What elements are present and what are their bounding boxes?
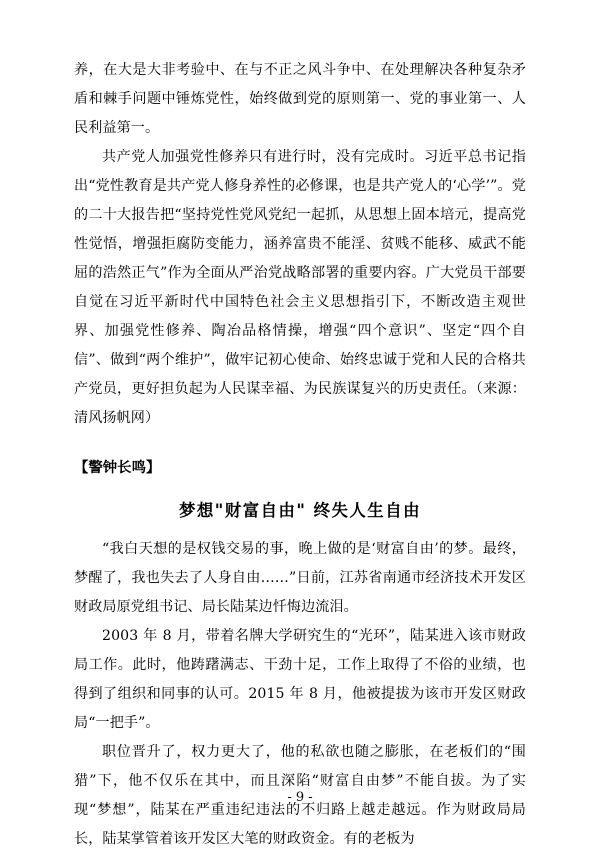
paragraph: 养，在大是大非考验中、在与不正之风斗争中、在处理解决各种复杂矛盾和棘手问题中锤炼党性，始终做到党的原则第一、党的事业第一、人民利益第一。 — [74, 62, 526, 136]
paragraph: 2003 年 8 月，带着名牌大学研究生的“光环”，陆某进入该市财政局工作。此时，他踌躇满志、干劲十足，工作上取得了不俗的业绩，也得到了组织和同事的认可。2015 年 8 月，他被提拔为该市开发区财政局“一把手”。 — [74, 628, 526, 731]
section-heading: 【警钟长鸣】 — [74, 459, 161, 476]
paragraph: 职位晋升了，权力更大了，他的私欲也随之膨胀，在老板们的“围猎”下，他不仅乐在其中，而且深陷“财富自由梦”不能自拔。为了实现“梦想”，陆某在严重违纪违法的不归路上越走越远。作为财政局局长，陆某掌管着该开发区大笔的财政资金。有的老板为 — [74, 744, 526, 847]
article-title: 梦想"财富自由" 终失人生自由 — [179, 501, 421, 520]
page-number: - 9 - — [287, 790, 313, 805]
paragraph: “我白天想的是权钱交易的事，晚上做的是‘财富自由’的梦。最终，梦醒了，我也失去了人身自由……”日前，江苏省南通市经济技术开发区财政局原党组书记、局长陆某边忏悔边流泪。 — [74, 541, 526, 615]
paragraph: 共产党人加强党性修养只有进行时，没有完成时。习近平总书记指出“党性教育是共产党人修身养性的必修课，也是共产党人的‘心学’”。党的二十大报告把“坚持党性党风党纪一起抓，从思想上固本培元，提高党性觉悟，增强拒腐防变能力，涵养富贵不能淫、贫贱不能移、威武不能屈的浩然正气”作为全面从严治党战略部署的重要内容。广大党员干部要自觉在习近平新时代中国特色社会主义思想指引下，不断改造主观世界、加强党性修养、陶冶品格情操，增强“四个意识”、坚定“四个自信”、做到“两个维护”，做牢记初心使命、始终忠诚于党和人民的合格共产党员，更好担负起为人民谋幸福、为民族谋复兴的历史责任。（来源：清风扬帆网） — [74, 149, 526, 426]
page-content — [74, 56, 526, 849]
